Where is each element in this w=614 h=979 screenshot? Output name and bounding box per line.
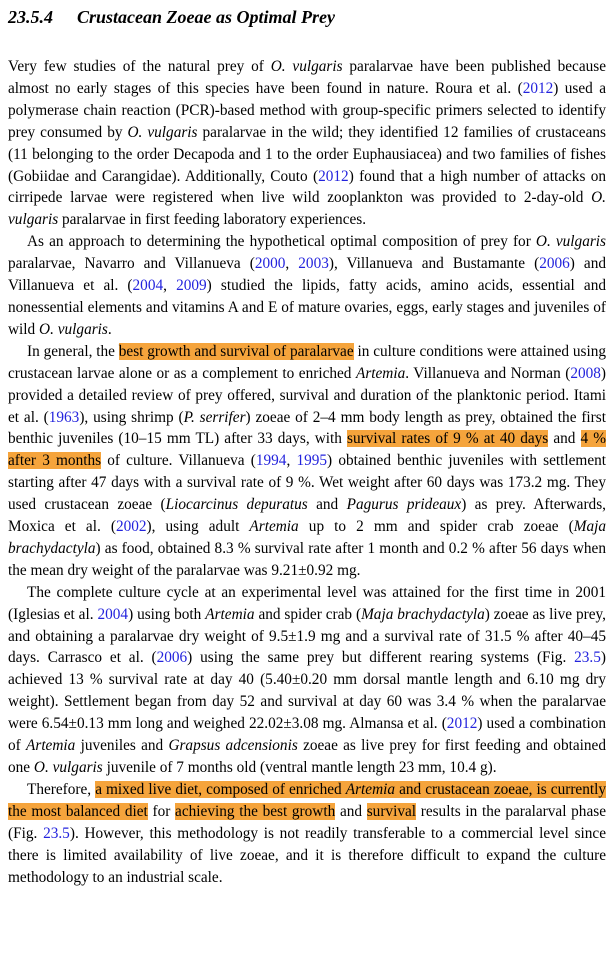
- text-run: Artemia: [26, 737, 76, 755]
- citation-link[interactable]: 23.5: [574, 649, 601, 667]
- highlighted-text: achieving the best growth: [175, 802, 336, 820]
- text-run: Maja brachydactyla: [8, 518, 606, 557]
- section-number: 23.5.4: [8, 7, 53, 27]
- text-run: ), using adult: [146, 518, 250, 536]
- citation-link[interactable]: 2012: [318, 167, 349, 185]
- text-run: and: [335, 802, 367, 820]
- text-run: ) achieved 13 % survival rate at day 40 (5.40±0.20 mm dorsal mantle length and 6.10 mg dry weight). Settlement began from day 52 and survival at day 60 was 3.4 % when the paralarvae were 6.54±0.13 mm long and weighed 22.02±3.08 mg. Almansa et al. (: [8, 649, 606, 733]
- citation-link[interactable]: 2003: [298, 255, 329, 273]
- text-run: in culture conditions were attained using crustacean larvae alone or as a complement to enriched: [8, 342, 606, 382]
- text-run: ) as prey. Afterwards, Moxica et al. (: [8, 496, 606, 536]
- citation-link[interactable]: 2008: [570, 364, 601, 382]
- text-run: Artemia: [249, 518, 299, 536]
- text-run: ) studied the lipids, fatty acids, amino acids, essential and nonessential elements and vitamins A and E of mature ovaries, eggs, early stages and juveniles of wild: [8, 277, 606, 338]
- paragraph-5: [8, 779, 606, 889]
- text-run: Liocarcinus depuratus: [165, 496, 308, 514]
- text-run: Therefore,: [27, 780, 96, 798]
- text-run: Artemia: [205, 605, 255, 623]
- text-run: zoeae as live prey for first feeding and obtained one: [8, 737, 606, 776]
- text-run: . Villanueva and Norman (: [405, 364, 571, 382]
- text-run: Grapsus adcensionis: [168, 737, 298, 755]
- text-run: paralarvae have been published because almost no early stages of this species have been found in nature. Roura et al. (: [8, 58, 606, 97]
- citation-link[interactable]: 2002: [115, 518, 147, 536]
- text-run: ,: [285, 255, 299, 273]
- text-run: O. vulgaris: [39, 320, 108, 338]
- text-run: In general, the: [27, 342, 119, 360]
- text-run: for: [147, 802, 176, 820]
- citation-link[interactable]: 2004: [132, 277, 164, 295]
- highlighted-text: a mixed live diet, composed of enriched: [95, 780, 346, 798]
- text-run: ) used a polymerase chain reaction (PCR)-based method with group-specific primers selected to identify prey consumed by: [8, 79, 607, 141]
- text-run: ) and Villanueva et al. (: [8, 255, 607, 295]
- text-run: Artemia: [355, 364, 406, 382]
- text-run: ), using shrimp (: [79, 408, 184, 426]
- text-run: P. serrifer: [183, 408, 246, 426]
- text-run: ) as food, obtained 8.3 % survival rate after 1 month and 0.2 % after 56 days when the mean dry weight of the paralarvae was 9.21±0.92 mg.: [8, 539, 606, 579]
- citation-link[interactable]: 1994: [255, 452, 287, 470]
- citation-link[interactable]: 2009: [176, 277, 207, 295]
- highlighted-text: Artemia: [345, 780, 396, 798]
- text-run: Pagurus prideaux: [346, 496, 462, 514]
- highlighted-text: and crustacean zoeae, is currently the most balanced diet: [8, 780, 607, 820]
- text-run: .: [107, 320, 112, 338]
- citation-link[interactable]: 2006: [539, 255, 570, 273]
- text-run: ) zoeae of 2–4 mm body length as prey, obtained the first benthic juveniles (10–15 mm TL) after 33 days, with: [8, 408, 606, 448]
- section-heading: [8, 5, 606, 29]
- text-run: ) obtained benthic juveniles with settlement starting after 47 days with a survival rate of 9 %. Wet weight after 60 days was 173.2 mg. They used crustacean zoeae (: [8, 452, 607, 514]
- highlighted-text: survival rates of 9 % at 40 days: [347, 430, 549, 448]
- text-run: O. vulgaris: [127, 123, 198, 141]
- highlighted-text: survival: [366, 802, 417, 820]
- text-run: ) using the same prey but different rearing systems (Fig.: [187, 649, 575, 667]
- text-run: ). However, this methodology is not readily transferable to a commercial level since there is limited availability of live zoeae, and it is therefore difficult to expand the culture methodology to an industrial scale.: [8, 824, 606, 886]
- text-run: Maja brachydactyla: [361, 605, 485, 623]
- text-run: results in the paralarval phase (Fig.: [8, 802, 606, 842]
- citation-link[interactable]: 2006: [156, 649, 188, 667]
- text-run: paralarvae in first feeding laboratory experiences.: [58, 211, 367, 229]
- citation-link[interactable]: 1995: [296, 452, 328, 470]
- text-run: of culture. Villanueva (: [101, 452, 256, 470]
- text-run: paralarvae, Navarro and Villanueva (: [8, 255, 255, 273]
- text-run: O. vulgaris: [8, 189, 606, 229]
- paragraph-4: [8, 582, 606, 779]
- body-text: [8, 56, 606, 888]
- text-run: ), Villanueva and Bustamante (: [328, 255, 540, 273]
- text-run: ) found that a high number of attacks on cirripede larvae were registered when live wild zooplankton was provided to 2-day-old: [8, 167, 606, 207]
- highlighted-text: best growth and survival of paralarvae: [118, 342, 354, 360]
- citation-link[interactable]: 2012: [522, 79, 554, 97]
- text-run: ) using both: [128, 605, 206, 623]
- text-run: and spider crab (: [254, 605, 362, 623]
- text-run: O. vulgaris: [33, 759, 103, 776]
- text-run: up to 2 mm and spider crab zoeae (: [298, 518, 574, 536]
- text-run: ) used a combination of: [8, 715, 606, 755]
- text-run: and: [307, 496, 347, 514]
- citation-link[interactable]: 1963: [48, 408, 80, 426]
- text-run: O. vulgaris: [535, 233, 606, 251]
- text-run: juvenile of 7 months old (ventral mantle length 23 mm, 10.4 g).: [102, 759, 497, 776]
- text-run: ) zoeae as live prey, and obtaining a paralarvae dry weight of 9.5±1.9 mg and a survival rate of 31.5 % after 40–45 days. Carrasco et al. (: [8, 605, 606, 667]
- text-run: As an approach to determining the hypothetical optimal composition of prey for: [27, 233, 536, 251]
- text-run: ,: [163, 277, 177, 295]
- text-run: ) provided a detailed review of prey offered, survival and duration of the planktonic period. Itami et al. (: [8, 364, 607, 426]
- citation-link[interactable]: 2004: [97, 605, 129, 623]
- citation-link[interactable]: 2000: [254, 255, 286, 273]
- text-run: ,: [286, 452, 297, 470]
- text-run: The complete culture cycle at an experimental level was attained for the first time in 2001 (Iglesias et al.: [8, 583, 606, 623]
- text-run: juveniles and: [75, 737, 169, 755]
- section-title: Crustacean Zoeae as Optimal Prey: [77, 7, 335, 27]
- text-run: paralarvae in the wild; they identified 12 families of crustaceans (11 belonging to the order Decapoda and 1 to the order Euphausiacea) and two families of fishes (Gobiidae and Carangidae). Additionally, Couto (: [8, 123, 606, 185]
- paragraph-1: [8, 56, 606, 231]
- citation-link[interactable]: 2012: [446, 715, 478, 733]
- text-run: Very few studies of the natural prey of: [8, 58, 271, 75]
- text-run: and: [548, 430, 581, 448]
- paragraph-3: [8, 341, 606, 582]
- text-run: O. vulgaris: [270, 58, 343, 75]
- paragraph-2: [8, 231, 606, 341]
- highlighted-text: 4 % after 3 months: [8, 430, 607, 470]
- citation-link[interactable]: 23.5: [43, 824, 70, 842]
